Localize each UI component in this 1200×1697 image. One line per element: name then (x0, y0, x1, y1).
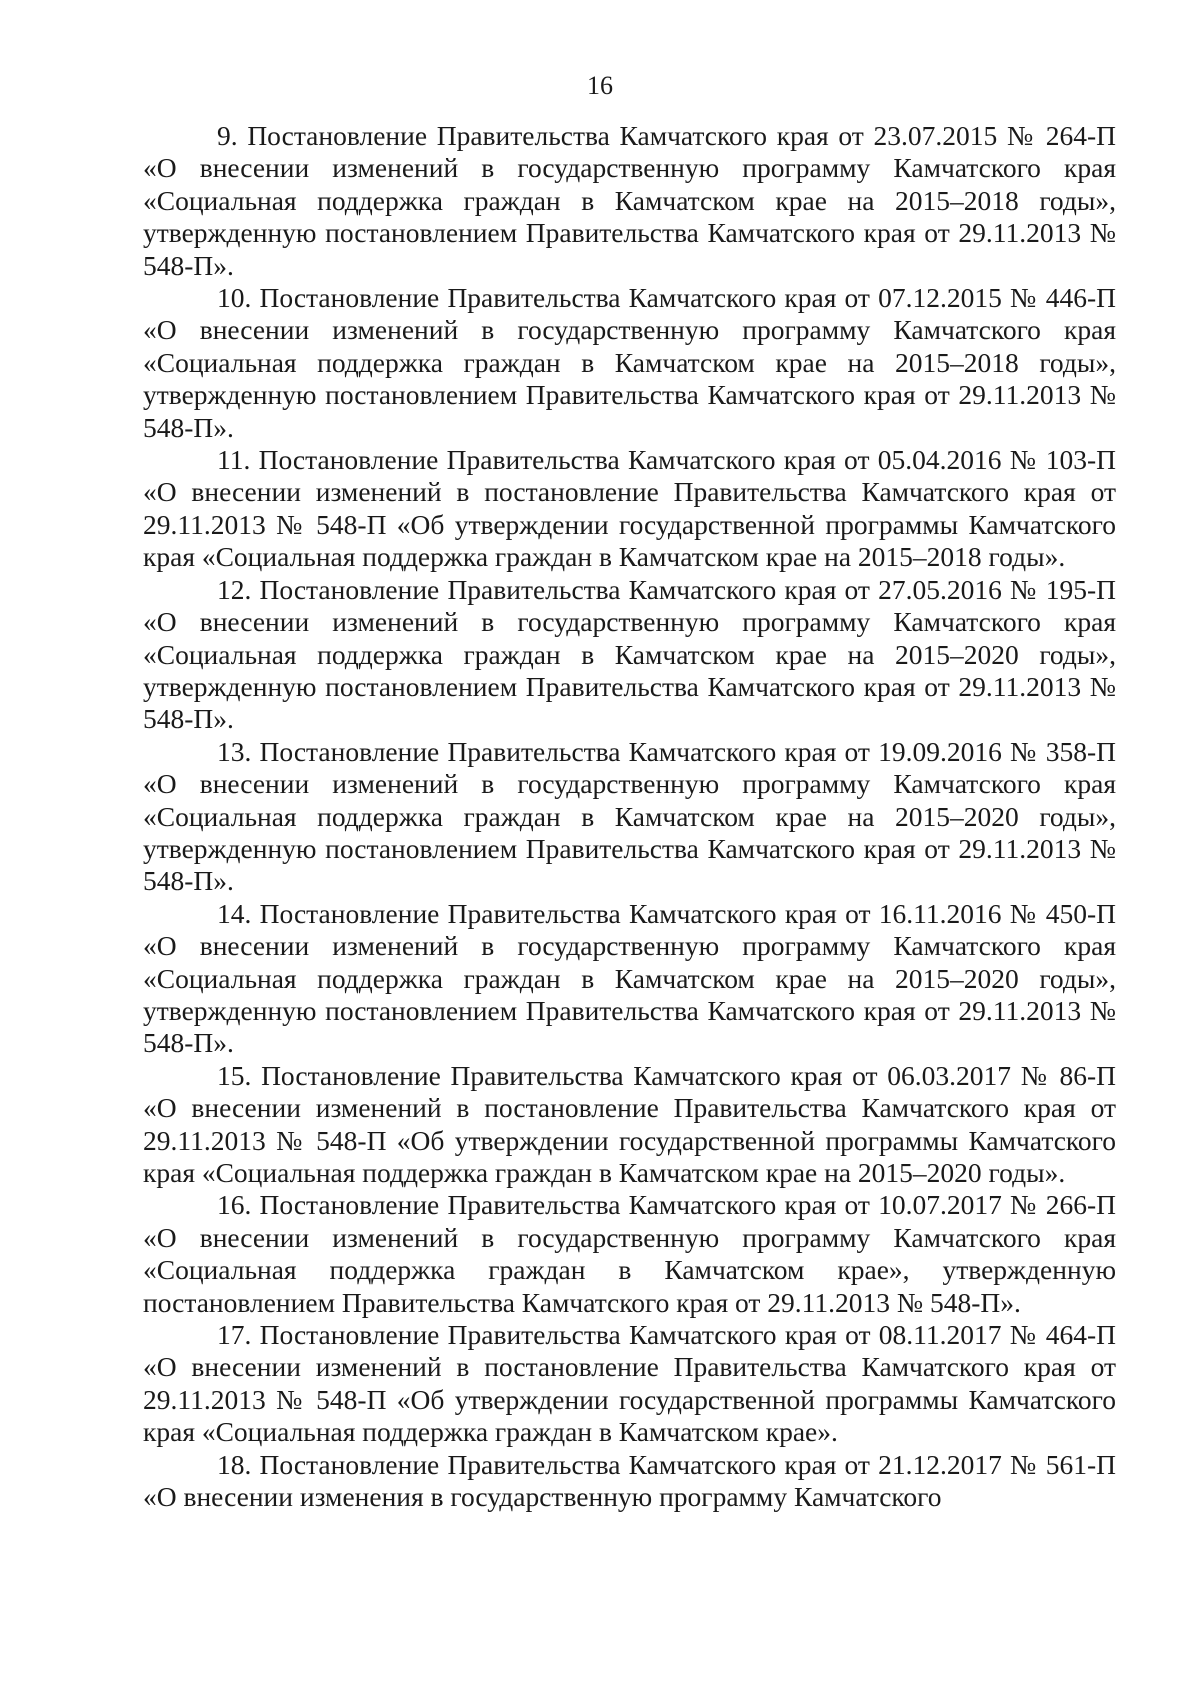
list-item: 13. Постановление Правительства Камчатского края от 19.09.2016 № 358-П «О внесении изменений в государственную программу Камчатского края «Социальная поддержка граждан в Камчатском крае на 2015–2020 годы», утвержденную постановлением Правительства Камчатского края от 29.11.2013 № 548-П». (143, 735, 1116, 897)
list-item: 10. Постановление Правительства Камчатского края от 07.12.2015 № 446-П «О внесении изменений в государственную программу Камчатского края «Социальная поддержка граждан в Камчатском крае на 2015–2018 годы», утвержденную постановлением Правительства Камчатского края от 29.11.2013 № 548-П». (143, 282, 1116, 443)
list-item: 15. Постановление Правительства Камчатского края от 06.03.2017 № 86-П «О внесении изменений в постановление Правительства Камчатского края от 29.11.2013 № 548-П «Об утверждении государственной программы Камчатского края «Социальная поддержка граждан в Камчатском крае на 2015–2020 годы». (143, 1059, 1116, 1188)
document-body (143, 120, 1116, 1513)
list-item: 14. Постановление Правительства Камчатского края от 16.11.2016 № 450-П «О внесении изменений в государственную программу Камчатского края «Социальная поддержка граждан в Камчатском крае на 2015–2020 годы», утвержденную постановлением Правительства Камчатского края от 29.11.2013 № 548-П». (143, 897, 1116, 1059)
list-item: 12. Постановление Правительства Камчатского края от 27.05.2016 № 195-П «О внесении изменений в государственную программу Камчатского края «Социальная поддержка граждан в Камчатском крае на 2015–2020 годы», утвержденную постановлением Правительства Камчатского края от 29.11.2013 № 548-П». (143, 573, 1116, 735)
list-item: 17. Постановление Правительства Камчатского края от 08.11.2017 № 464-П «О внесении изменений в постановление Правительства Камчатского края от 29.11.2013 № 548-П «Об утверждении государственной программы Камчатского края «Социальная поддержка граждан в Камчатском крае». (143, 1319, 1116, 1448)
list-item: 16. Постановление Правительства Камчатского края от 10.07.2017 № 266-П «О внесении изменений в государственную программу Камчатского края «Социальная поддержка граждан в Камчатском крае», утвержденную постановлением Правительства Камчатского края от 29.11.2013 № 548-П». (143, 1189, 1116, 1318)
page-number: 16 (587, 71, 613, 100)
list-item: 18. Постановление Правительства Камчатского края от 21.12.2017 № 561-П «О внесении изменения в государственную программу Камчатского (143, 1448, 1116, 1513)
list-item: 11. Постановление Правительства Камчатского края от 05.04.2016 № 103-П «О внесении изменений в постановление Правительства Камчатского края от 29.11.2013 № 548-П «Об утверждении государственной программы Камчатского края «Социальная поддержка граждан в Камчатском крае на 2015–2018 годы». (143, 444, 1116, 573)
list-item: 9. Постановление Правительства Камчатского края от 23.07.2015 № 264-П «О внесении изменений в государственную программу Камчатского края «Социальная поддержка граждан в Камчатском крае на 2015–2018 годы», утвержденную постановлением Правительства Камчатского края от 29.11.2013 № 548-П». (143, 120, 1116, 281)
